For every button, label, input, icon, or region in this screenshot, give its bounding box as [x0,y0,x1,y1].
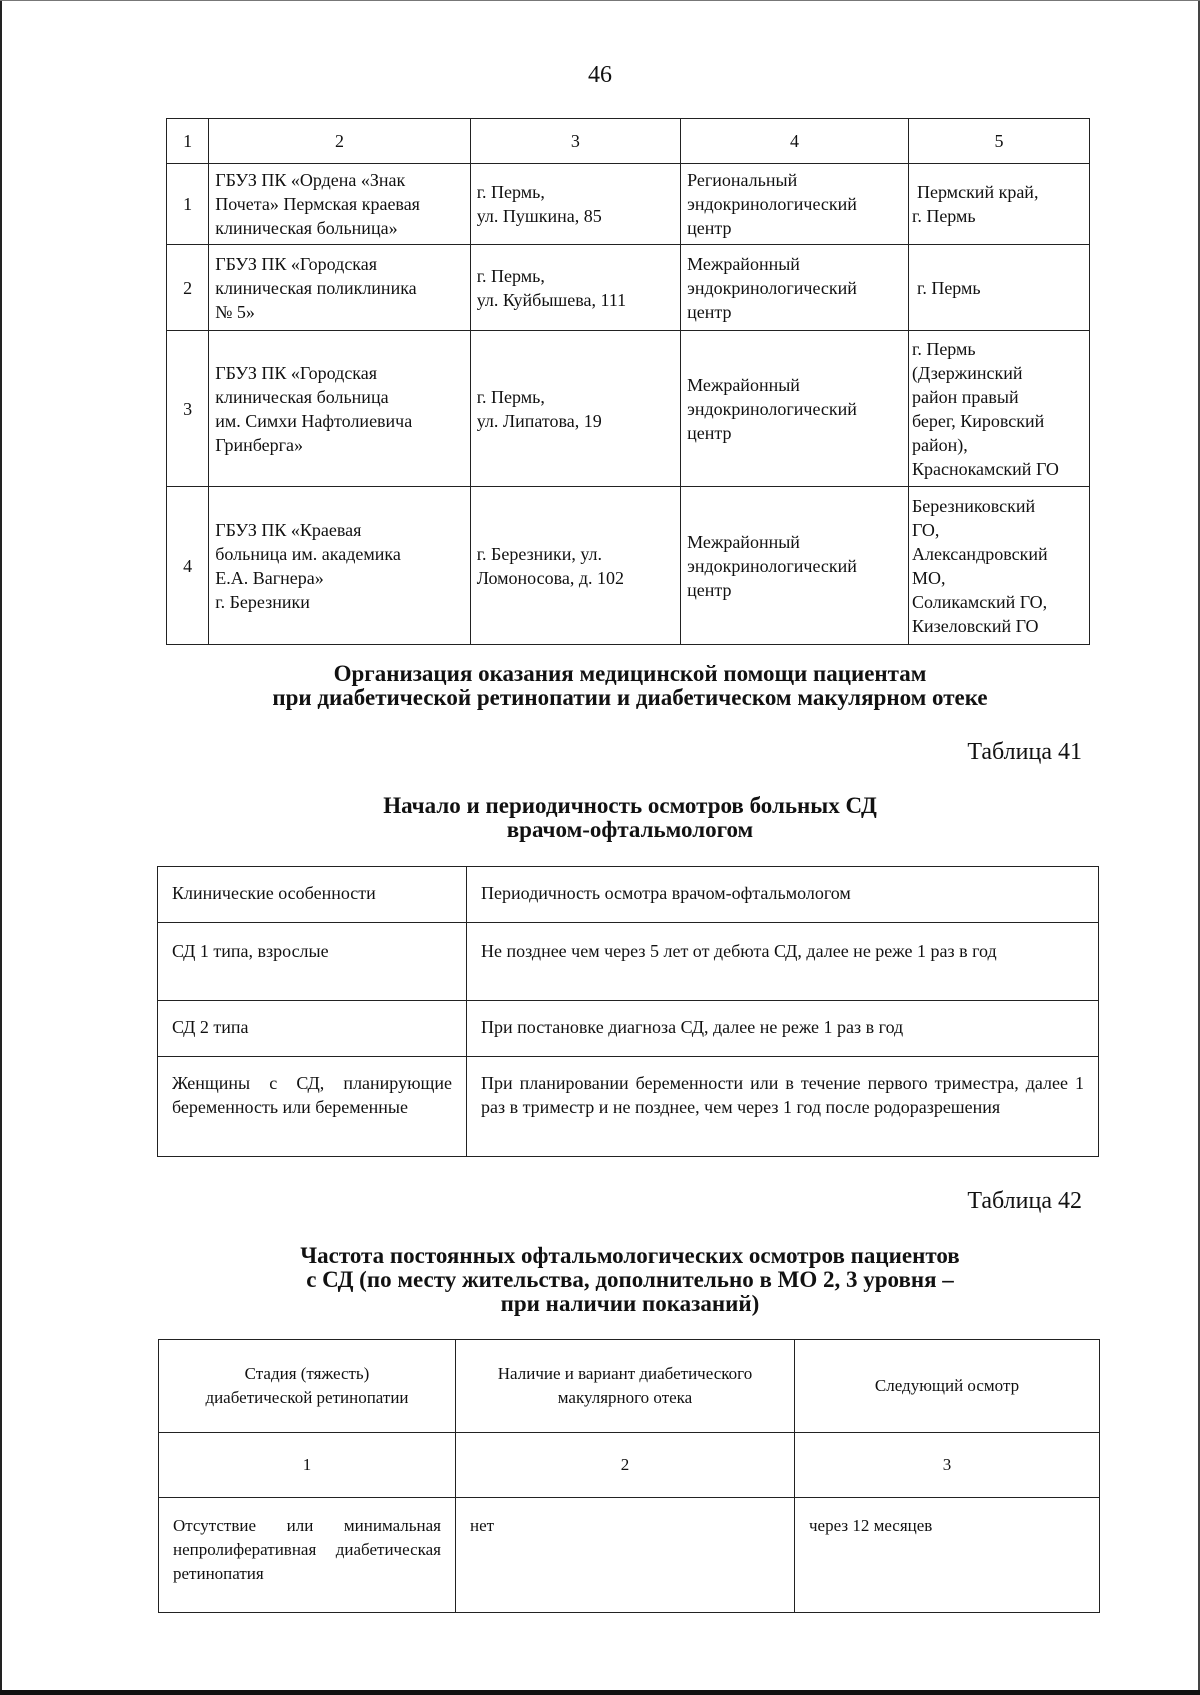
text-line: Соликамский ГО, [911,591,1048,612]
table-row [167,487,1090,645]
organization-cell [209,164,470,245]
text-line: № 5» [215,301,255,322]
text-line: Березниковский [911,495,1036,516]
heading-line: Начало и периодичность осмотров больных СД [383,793,877,818]
text-line: ГБУЗ ПК «Городская [215,362,378,383]
row-number: 4 [167,487,209,645]
table-row [158,1057,1099,1157]
header-cell: 5 [908,119,1089,164]
address-cell [470,245,680,331]
text-line: Следующий осмотр [874,1376,1020,1395]
text-line: им. Симхи Нафтолиевича [215,410,413,431]
text-line: ГБУЗ ПК «Городская [215,253,378,274]
text-line: эндокринологический [687,194,857,214]
address-cell [470,487,680,645]
section-heading [0,662,1200,710]
center-type-cell [681,331,909,487]
text-line: клиническая больница» [215,218,398,238]
text-line: Стадия (тяжесть) [244,1364,370,1383]
table-row [158,1001,1099,1057]
text-line: Ломоносова, д. 102 [476,567,624,588]
header-cell: 4 [681,119,909,164]
text-line: Почета» Пермская краевая [215,194,420,214]
text-line: эндокринологический [687,277,857,298]
row-number: 3 [167,331,209,487]
column-number: 1 [159,1433,456,1498]
text-line: Межрайонный [687,531,800,552]
text-line: г. Березники, ул. [476,543,603,564]
column-number-row [159,1433,1100,1498]
text-line: ул. Куйбышева, 111 [476,289,627,310]
text-line: район правый [911,386,1019,407]
row-number: 1 [167,164,209,245]
next-exam-cell: через 12 месяцев [795,1498,1100,1613]
heading-line: с СД (по месту жительства, дополнительно в МО 2, 3 уровня – [306,1267,954,1292]
text-line: ГБУЗ ПК «Ордена «Знак [215,170,406,190]
clinical-feature-cell: Женщины с СД, планирующие беременность или беременные [158,1057,467,1157]
text-line: диабетической ретинопатии [205,1388,409,1407]
scan-border-top [0,0,1200,1]
row-number: 2 [167,245,209,331]
service-area-cell [908,164,1089,245]
scan-border-left [0,0,2,1695]
text-line: центр [687,579,732,600]
table-41-caption: Таблица 41 [967,739,1082,765]
text-line: Межрайонный [687,253,800,274]
scan-border-bottom [0,1690,1200,1695]
table-header-row [158,867,1099,923]
table-row [167,331,1090,487]
retinopathy-stage-cell: Отсутствие или минимальная непролиферативная диабетическая ретинопатия [159,1498,456,1613]
clinical-feature-cell: СД 1 типа, взрослые [158,923,467,1001]
heading-line: Организация оказания медицинской помощи пациентам [333,661,927,686]
text-line: Краснокамский ГО [911,458,1059,479]
table-42-title [0,1244,1200,1316]
header-cell: Клинические особенности [158,867,467,923]
text-line: ГБУЗ ПК «Краевая [215,519,362,540]
text-line: макулярного отека [557,1388,693,1407]
text-line: Е.А. Вагнера» [215,567,324,588]
text-line: г. Пермь [916,277,981,298]
text-line: г. Пермь [911,206,976,226]
text-line: г. Пермь, [476,265,545,286]
text-line: Кизеловский ГО [911,615,1039,636]
text-line: (Дзержинский [911,362,1023,383]
clinical-feature-cell: СД 2 типа [158,1001,467,1057]
service-area-cell [908,245,1089,331]
table-row [167,245,1090,331]
service-area-cell [908,331,1089,487]
examination-schedule-table [157,866,1099,1157]
text-line: клиническая поликлиника [215,277,417,298]
table-41-title [0,794,1200,842]
center-type-cell [681,487,909,645]
column-number: 2 [456,1433,795,1498]
text-line: эндокринологический [687,555,857,576]
heading-line: врачом-офтальмологом [506,817,754,842]
table-row [159,1498,1100,1613]
medical-centers-table [166,118,1090,645]
text-line: г. Березники [215,591,310,612]
heading-line: при наличии показаний) [500,1291,760,1316]
header-cell [159,1340,456,1433]
address-cell [470,331,680,487]
text-line: Гринберга» [215,434,304,455]
header-cell: 2 [209,119,470,164]
header-cell: 3 [470,119,680,164]
text-line: ул. Липатова, 19 [476,410,602,431]
heading-line: при диабетической ретинопатии и диабетическом макулярном отеке [272,685,988,710]
table-header-row [167,119,1090,164]
text-line: Региональный [687,170,798,190]
text-line: Наличие и вариант диабетического [497,1364,753,1383]
text-line: МО, [911,567,946,588]
text-line: центр [687,422,732,443]
text-line: больница им. академика [215,543,401,564]
periodicity-cell: Не позднее чем через 5 лет от дебюта СД, далее не реже 1 раз в год [467,923,1099,1001]
text-line: центр [687,218,732,238]
text-line: г. Пермь, [476,386,545,407]
header-cell: 1 [167,119,209,164]
text-line: эндокринологический [687,398,857,419]
text-line: район), [911,434,968,455]
text-line: клиническая больница [215,386,389,407]
table-header-row [159,1340,1100,1433]
text-line: Александровский [911,543,1048,564]
header-cell: Периодичность осмотра врачом-офтальмологом [467,867,1099,923]
page-number: 46 [588,62,612,88]
periodicity-cell: При планировании беременности или в течение первого триместра, далее 1 раз в триместр и не позднее, чем через 1 год после родоразрешения [467,1057,1099,1157]
text-line: г. Пермь, [476,182,545,202]
header-cell [795,1340,1100,1433]
text-line: г. Пермь [911,338,976,359]
text-line: Межрайонный [687,374,800,395]
text-line: ул. Пушкина, 85 [476,206,602,226]
address-cell [470,164,680,245]
column-number: 3 [795,1433,1100,1498]
center-type-cell [681,245,909,331]
exam-frequency-table [158,1339,1100,1613]
text-line: берег, Кировский [911,410,1045,431]
text-line: центр [687,301,732,322]
table-row [158,923,1099,1001]
table-row [167,164,1090,245]
organization-cell [209,245,470,331]
header-cell [456,1340,795,1433]
macular-edema-cell: нет [456,1498,795,1613]
text-line: ГО, [911,519,940,540]
organization-cell [209,331,470,487]
text-line: Пермский край, [916,182,1039,202]
periodicity-cell: При постановке диагноза СД, далее не реже 1 раз в год [467,1001,1099,1057]
organization-cell [209,487,470,645]
table-42-caption: Таблица 42 [967,1188,1082,1214]
heading-line: Частота постоянных офтальмологических осмотров пациентов [300,1243,960,1268]
center-type-cell [681,164,909,245]
service-area-cell [908,487,1089,645]
